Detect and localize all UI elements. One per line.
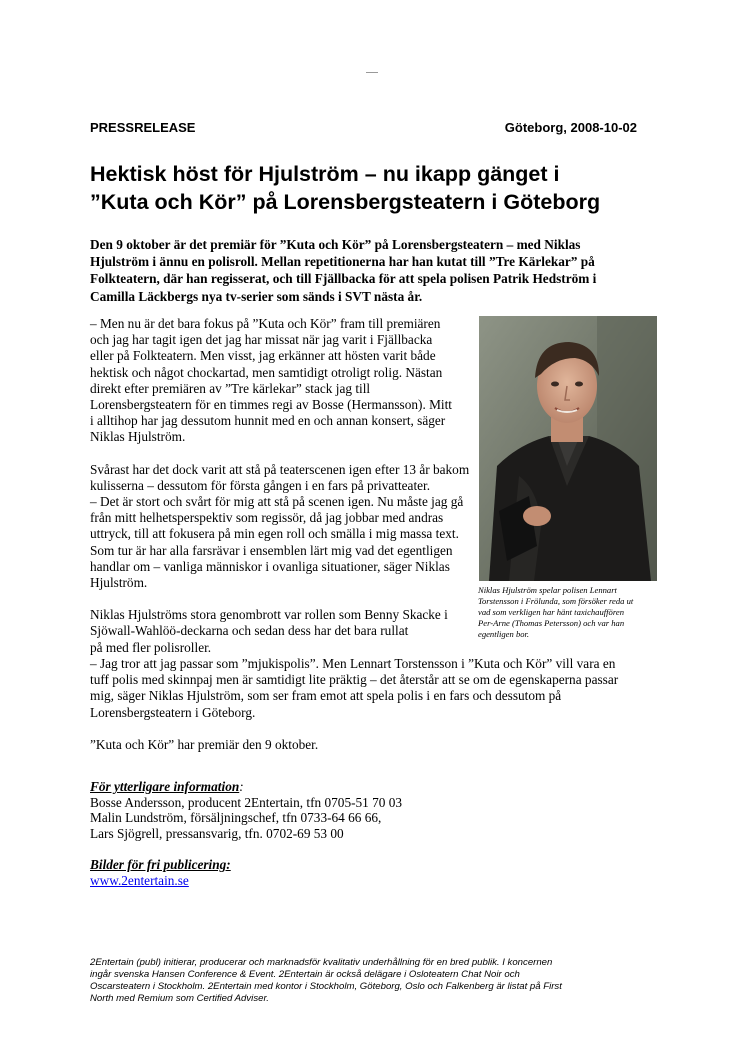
footer-line: Oscarsteatern i Stockholm. 2Entertain med kontor i Stockholm, Göteborg, Oslo och Falkenberg är listat på First — [90, 981, 562, 993]
body-paragraph-5: ”Kuta och Kör” har premiär den 9 oktober. — [90, 736, 319, 752]
body-line: handlar om – vanliga människor i ovanliga situationer, säger Niklas — [90, 558, 450, 574]
body-line: Lorensbergsteatern i Göteborg. — [90, 704, 256, 720]
body-wide — [90, 656, 650, 769]
document-header — [90, 120, 637, 136]
contact-info — [90, 779, 650, 889]
contact-block — [90, 779, 650, 841]
headline-line: Hektisk höst för Hjulström – nu ikapp gänget i — [90, 162, 560, 186]
pressrelease-label: PRESSRELEASE — [90, 120, 196, 135]
contact-line: Malin Lundström, försäljningschef, tfn 0733-64 66 66, — [90, 810, 382, 826]
body-line: – Det är stort och svårt för mig att stå på scenen igen. Nu måste jag gå — [90, 494, 464, 510]
images-heading: Bilder för fri publicering: — [90, 857, 231, 873]
headline — [90, 160, 670, 216]
footer-line: North med Remium som Certified Adviser. — [90, 993, 269, 1005]
body-line: Niklas Hjulström. — [90, 429, 186, 445]
caption-line: Torstensson i Frölunda, som försöker reda ut — [478, 596, 634, 606]
lead-line: Hjulström i ännu en polisroll. Mellan repetitionerna har han kutat till ”Tre Kärlekar” på — [90, 254, 595, 270]
headline-line: ”Kuta och Kör” på Lorensbergsteatern i Göteborg — [90, 190, 601, 214]
body-line: mig, säger Niklas Hjulström, som ser fram emot att spela polis i en fars och dessutom på — [90, 688, 562, 704]
lead-paragraph — [90, 236, 650, 305]
dateline: Göteborg, 2008-10-02 — [504, 120, 637, 135]
body-line: Niklas Hjulströms stora genombrott var rollen som Benny Skacke i — [90, 607, 448, 623]
body-line: och jag har tagit igen det jag har missat när jag varit i Fjällbacka — [90, 332, 433, 348]
footer-line: ingår svenska Hansen Conference & Event. 2Entertain är också delägare i Osloteatern Chat Noir och — [90, 969, 520, 981]
caption-line: vad som verkligen har hänt taxichauffören — [478, 607, 624, 617]
body-line: från mitt helhetsperspektiv som regissör, då jag jobbar med andras — [90, 510, 444, 526]
footer-line: 2Entertain (publ) initierar, producerar och marknadsför kvalitativ underhållning för en bred publik. I koncernen — [90, 957, 553, 968]
portrait-illustration — [479, 316, 657, 581]
body-line: Sjöwall-Wahlöö-deckarna och sedan dess har det bara rullat — [90, 623, 409, 639]
body-line: Lorensbergsteatern för en timmes regi av Bosse (Hermansson). Mitt — [90, 397, 453, 413]
body-line: Svårast har det dock varit att stå på teaterscenen igen efter 13 år bakom — [90, 461, 470, 477]
body-paragraph-4 — [90, 656, 650, 721]
caption-line: Per-Arne (Thomas Petersson) och var han — [478, 618, 625, 628]
body-line: i alltihop har jag dessutom hunnit med en och annan konsert, säger — [90, 413, 446, 429]
body-line: hektisk och något chockartad, men samtidigt otroligt rolig. Nästan — [90, 364, 443, 380]
body-paragraph-1 — [90, 316, 472, 446]
lead-line: Folkteatern, där han regisserat, och till Fjällbacka för att spela polisen Patrik Hedström i — [90, 271, 597, 287]
body-line: uttryck, till att fokusera på min egen roll och smälla i mig massa text. — [90, 526, 459, 542]
body-line: – Jag tror att jag passar som ”mjukispolis”. Men Lennart Torstensson i ”Kuta och Kör” vill vara en — [90, 656, 616, 671]
images-block — [90, 857, 650, 888]
body-line: eller på Folkteatern. Men visst, jag erkänner att hösten varit både — [90, 348, 436, 364]
website-link[interactable]: www.2entertain.se — [90, 872, 189, 888]
body-line: direkt efter premiären av ”Tre kärlekar” stack jag till — [90, 380, 371, 396]
company-footer — [90, 957, 660, 1005]
contact-heading-colon: : — [239, 779, 244, 794]
page-mark — [366, 72, 378, 73]
body-paragraph-3 — [90, 607, 472, 656]
body-line: på med fler polisroller. — [90, 639, 212, 655]
lead-line: Den 9 oktober är det premiär för ”Kuta och Kör” på Lorensbergsteatern – med Niklas — [90, 237, 581, 252]
portrait-photo — [479, 316, 657, 581]
body-line: Som tur är har alla farsrävar i ensemblen lärt mig vad det egentligen — [90, 542, 453, 558]
body-column — [90, 316, 472, 672]
body-line: tuff polis med skinnpaj men är samtidigt lite präktig – det återstår att se om de egenskaperna passar — [90, 672, 619, 688]
body-line: Hjulström. — [90, 575, 148, 591]
contact-line: Lars Sjögrell, pressansvarig, tfn. 0702-69 53 00 — [90, 825, 344, 841]
contact-heading: För ytterligare information — [90, 779, 240, 794]
body-line: – Men nu är det bara fokus på ”Kuta och Kör” fram till premiären — [90, 316, 441, 331]
contact-line: Bosse Andersson, producent 2Entertain, tfn 0705-51 70 03 — [90, 794, 403, 810]
lead-line: Camilla Läckbergs nya tv-serier som sänds i SVT nästa år. — [90, 288, 423, 304]
caption-line: egentligen bor. — [478, 629, 530, 639]
body-line: kulisserna – dessutom för första gången i en fars på privatteater. — [90, 477, 431, 493]
photo-caption — [478, 585, 664, 640]
caption-line: Niklas Hjulström spelar polisen Lennart — [478, 585, 617, 595]
body-paragraph-2 — [90, 462, 472, 592]
